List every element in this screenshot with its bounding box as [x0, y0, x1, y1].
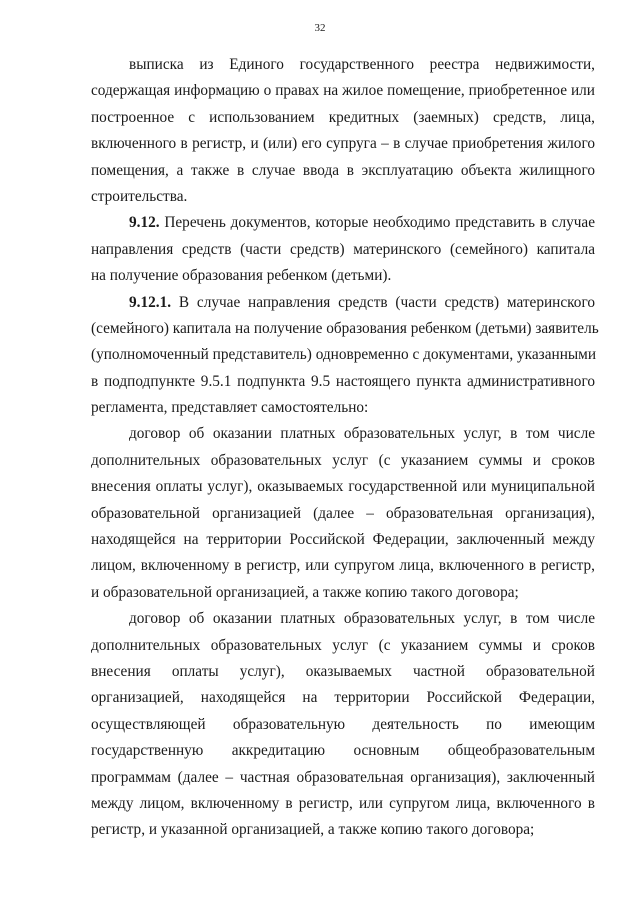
document-body [91, 52, 599, 844]
text-line: строительства. [91, 187, 188, 205]
text-line: (уполномоченный представитель) одновременно с документами, указанными [91, 346, 597, 364]
text-line: между лицом, включенному в регистр, или супругом лица, включенного в [91, 794, 595, 812]
text-line: осуществляющей образовательную деятельность по имеющим [91, 715, 595, 733]
text-line: дополнительных образовательных услуг (с указанием суммы и сроков [91, 636, 595, 654]
text-line: помещения, а также в случае ввода в эксплуатацию объекта жилищного [91, 161, 595, 179]
text-line: построенное с использованием кредитных (заемных) средств, лица, [91, 108, 595, 126]
section-number: 9.12. [129, 214, 160, 232]
text-line [91, 290, 595, 316]
text-line [91, 210, 595, 236]
text-fragment: В случае направления средств (части средств) материнского [171, 293, 595, 311]
text-fragment: Перечень документов, которые необходимо представить в случае [159, 214, 595, 232]
text-line: регламента, представляет самостоятельно: [91, 399, 369, 417]
text-line: в подподпункте 9.5.1 подпункта 9.5 настоящего пункта административного [91, 372, 595, 390]
paragraph-contract-state-org [91, 421, 595, 606]
paragraph-contract-private-org [91, 606, 595, 844]
text-line: на получение образования ребенком (детьми). [91, 267, 392, 285]
text-line: находящейся на территории Российской Федерации, заключенный между [91, 531, 595, 549]
text-line: внесения оплаты услуг), оказываемых частной образовательной [91, 662, 595, 680]
text-line: договор об оказании платных образовательных услуг, в том числе [129, 425, 595, 443]
text-line: образовательной организацией (далее – образовательная организация), [91, 504, 595, 522]
text-line: включенного в регистр, и (или) его супруга – в случае приобретения жилого [91, 135, 595, 153]
text-line: выписка из Единого государственного реестра недвижимости, [129, 56, 595, 73]
paragraph-extract-registry [91, 52, 595, 210]
text-line: и образовательной организацией, а также копию такого договора; [91, 583, 519, 601]
text-line: регистр, и указанной организацией, а также копию такого договора; [91, 821, 535, 839]
text-line: договор об оказании платных образовательных услуг, в том числе [129, 610, 595, 628]
paragraph-9-12-1 [91, 290, 599, 422]
text-line: дополнительных образовательных услуг (с указанием суммы и сроков [91, 451, 595, 469]
text-line: внесения оплаты услуг), оказываемых государственной или муниципальной [91, 478, 595, 496]
text-line: направления средств (части средств) материнского (семейного) капитала [91, 240, 595, 258]
text-line: (семейного) капитала на получение образования ребенком (детьми) заявитель [91, 319, 599, 337]
page-number: 32 [314, 22, 326, 34]
text-line: лицом, включенному в регистр, или супругом лица, включенного в регистр, [91, 557, 595, 575]
text-line: содержащая информацию о правах на жилое помещение, приобретенное или [91, 82, 595, 100]
section-number: 9.12.1. [129, 293, 172, 311]
text-line: организацией, находящейся на территории Российской Федерации, [91, 689, 595, 707]
text-line: программам (далее – частная образовательная организация), заключенный [91, 768, 595, 786]
text-line: государственную аккредитацию основным общеобразовательным [91, 742, 595, 760]
paragraph-9-12 [91, 210, 595, 289]
